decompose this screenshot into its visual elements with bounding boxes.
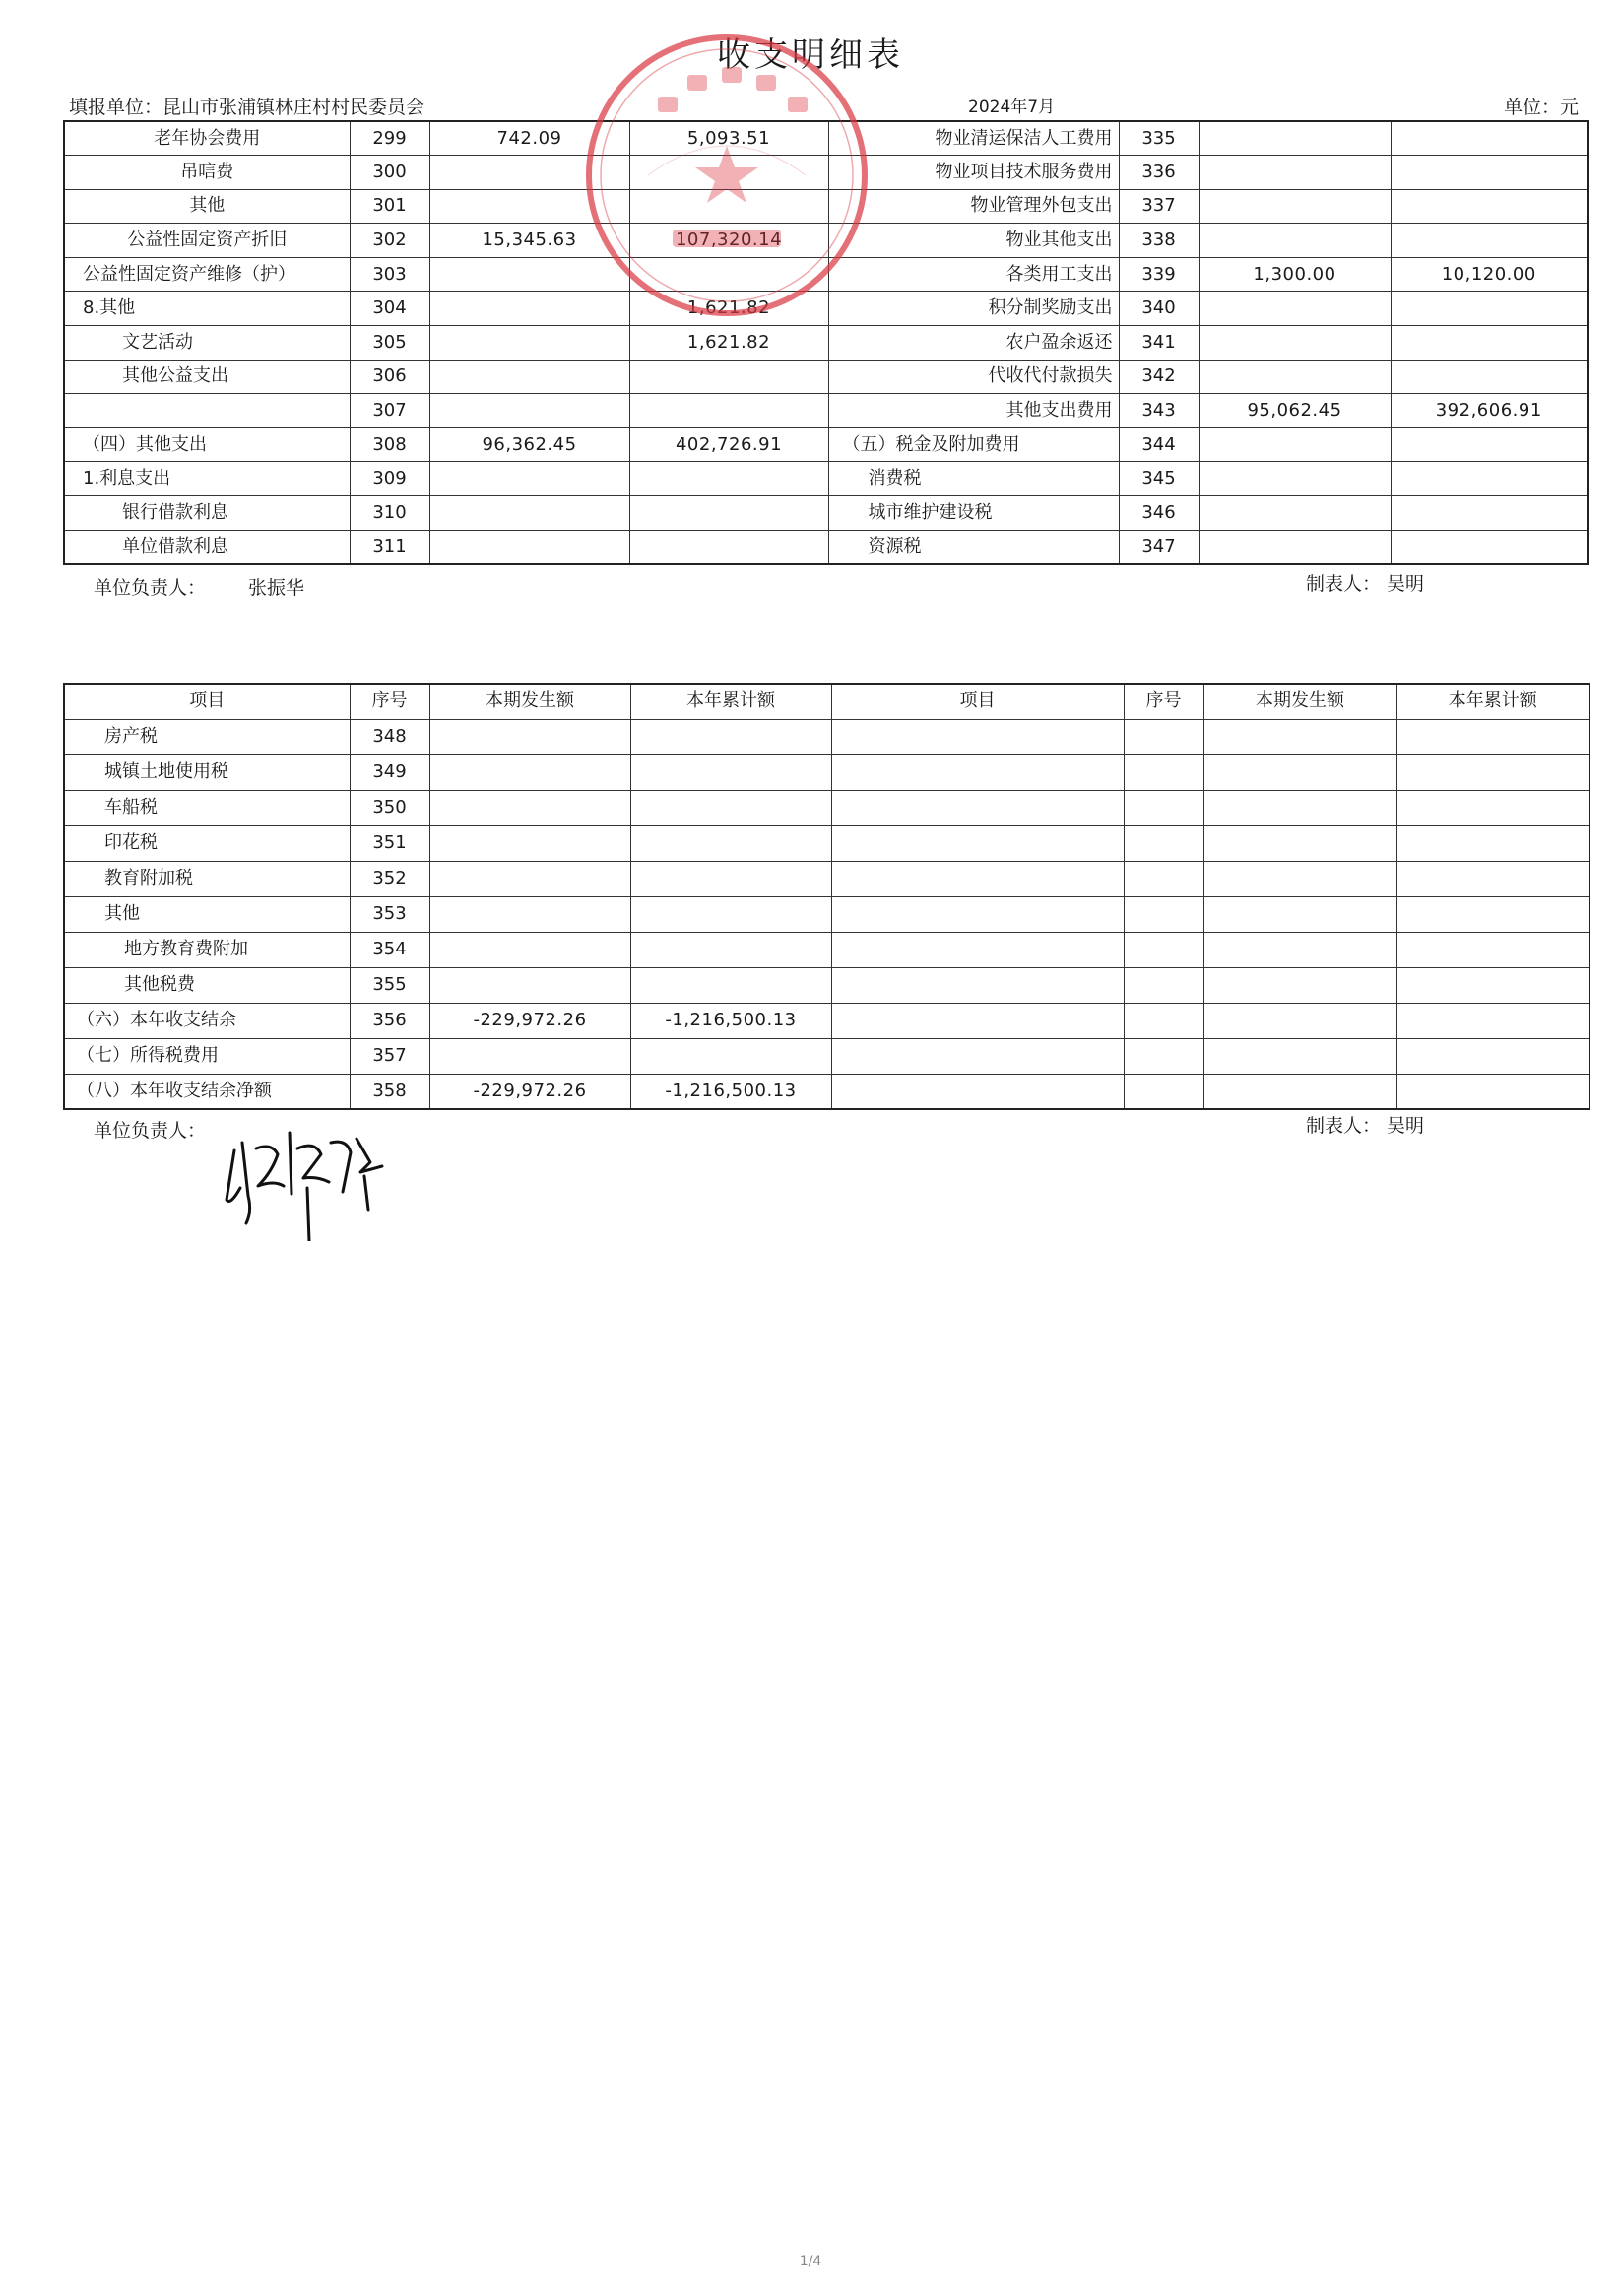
table-cell (1391, 462, 1588, 496)
table-cell (831, 967, 1124, 1003)
table-cell: 房产税 (64, 719, 350, 754)
table-cell: 350 (350, 790, 429, 825)
table-row (64, 896, 1589, 932)
table-cell (831, 754, 1124, 790)
table-cell (1203, 967, 1396, 1003)
table-cell: 742.09 (429, 121, 629, 156)
table-cell: 城市维护建设税 (828, 496, 1119, 531)
table-cell (429, 754, 630, 790)
table-cell: 8.其他 (64, 292, 350, 326)
unit-leader-name: 张振华 (248, 577, 305, 599)
table-cell: 303 (350, 257, 429, 292)
currency-unit: 单位：元 (1504, 97, 1580, 118)
table-cell (831, 861, 1124, 896)
table-cell: 305 (350, 326, 429, 361)
table-row (64, 156, 1588, 190)
table-cell: 96,362.45 (429, 427, 629, 462)
table-cell (429, 825, 630, 861)
table-cell (629, 360, 828, 394)
table-cell: 1,621.82 (629, 326, 828, 361)
table-cell (1203, 1074, 1396, 1109)
table-row (64, 861, 1589, 896)
table-cell (1396, 967, 1589, 1003)
table-cell: 308 (350, 427, 429, 462)
table-cell: 341 (1119, 326, 1199, 361)
table-cell (1124, 754, 1203, 790)
table-cell (1199, 292, 1391, 326)
table-row (64, 1038, 1589, 1074)
table-row (64, 224, 1588, 258)
table-cell: 公益性固定资产维修（护） (64, 257, 350, 292)
preparer: 制表人： 吴明 (1306, 573, 1425, 595)
col-header: 本期发生额 (1203, 684, 1396, 719)
table-cell (429, 530, 629, 564)
handwritten-signature (213, 1103, 410, 1241)
table-cell (1203, 861, 1396, 896)
table-cell (429, 189, 629, 224)
table-cell: 342 (1119, 360, 1199, 394)
table-cell: 354 (350, 932, 429, 967)
table-cell (1199, 462, 1391, 496)
table-row (64, 719, 1589, 754)
table-cell: 地方教育费附加 (64, 932, 350, 967)
table-cell (429, 496, 629, 531)
table-cell (1124, 967, 1203, 1003)
table-cell (429, 394, 629, 428)
table-row (64, 292, 1588, 326)
table-cell (1124, 790, 1203, 825)
table-cell (1203, 1038, 1396, 1074)
table-cell: 301 (350, 189, 429, 224)
table-cell (429, 861, 630, 896)
table-cell: 339 (1119, 257, 1199, 292)
table-cell (1391, 496, 1588, 531)
table-cell (1203, 754, 1396, 790)
table-row (64, 360, 1588, 394)
table-cell (1391, 156, 1588, 190)
table-cell: 车船税 (64, 790, 350, 825)
table-cell (630, 825, 831, 861)
table-cell (1124, 719, 1203, 754)
table-cell (429, 326, 629, 361)
table-cell (1391, 224, 1588, 258)
table-row (64, 427, 1588, 462)
col-header: 本年累计额 (1396, 684, 1589, 719)
table-cell: 物业清运保洁人工费用 (828, 121, 1119, 156)
table-cell: 其他 (64, 189, 350, 224)
table-cell: 代收代付款损失 (828, 360, 1119, 394)
table-cell: -229,972.26 (429, 1074, 630, 1109)
table-cell (1199, 224, 1391, 258)
table-cell: -1,216,500.13 (630, 1003, 831, 1038)
table-cell: 资源税 (828, 530, 1119, 564)
table-cell (1391, 189, 1588, 224)
table-row (64, 932, 1589, 967)
table-cell (1199, 156, 1391, 190)
table-cell (429, 462, 629, 496)
table-cell: （八）本年收支结余净额 (64, 1074, 350, 1109)
table-cell: -229,972.26 (429, 1003, 630, 1038)
table-cell (629, 394, 828, 428)
table-cell (831, 932, 1124, 967)
table-cell: 1,621.82 (629, 292, 828, 326)
table-cell: 107,320.14 (629, 224, 828, 258)
table-row (64, 121, 1588, 156)
table-cell (629, 257, 828, 292)
unit-leader-label: 单位负责人： (94, 577, 207, 599)
table-cell: -1,216,500.13 (630, 1074, 831, 1109)
table-cell: 347 (1119, 530, 1199, 564)
table-cell (1199, 496, 1391, 531)
table-cell (1396, 1074, 1589, 1109)
col-header: 序号 (1124, 684, 1203, 719)
table-row (64, 530, 1588, 564)
table-cell: （六）本年收支结余 (64, 1003, 350, 1038)
table-cell: 302 (350, 224, 429, 258)
table-cell: 教育附加税 (64, 861, 350, 896)
table-cell (1203, 1003, 1396, 1038)
table-cell (64, 394, 350, 428)
table-cell: 337 (1119, 189, 1199, 224)
table-cell (629, 530, 828, 564)
table-row (64, 790, 1589, 825)
col-header: 项目 (831, 684, 1124, 719)
table-cell (629, 462, 828, 496)
table-cell: 356 (350, 1003, 429, 1038)
table-cell (429, 932, 630, 967)
table-cell (1391, 326, 1588, 361)
table-cell: 老年协会费用 (64, 121, 350, 156)
table-cell: 306 (350, 360, 429, 394)
table-cell (1199, 189, 1391, 224)
table-cell: 304 (350, 292, 429, 326)
table-cell: 336 (1119, 156, 1199, 190)
table-cell: 吊唁费 (64, 156, 350, 190)
table-cell: 345 (1119, 462, 1199, 496)
table-cell (1391, 427, 1588, 462)
table-cell (630, 754, 831, 790)
table-cell: 351 (350, 825, 429, 861)
table-cell: 352 (350, 861, 429, 896)
table-cell (1396, 754, 1589, 790)
table-cell (1203, 825, 1396, 861)
table-cell (1124, 932, 1203, 967)
table-cell: 95,062.45 (1199, 394, 1391, 428)
table-cell (429, 967, 630, 1003)
table-row (64, 1003, 1589, 1038)
table-cell: 310 (350, 496, 429, 531)
table-cell: （五）税金及附加费用 (828, 427, 1119, 462)
table-cell: 1,300.00 (1199, 257, 1391, 292)
table-cell (429, 360, 629, 394)
table-cell (1124, 825, 1203, 861)
table-row (64, 257, 1588, 292)
table-cell: 农户盈余返还 (828, 326, 1119, 361)
col-header: 序号 (350, 684, 429, 719)
table-row (64, 825, 1589, 861)
table-cell: （七）所得税费用 (64, 1038, 350, 1074)
table-cell (1203, 932, 1396, 967)
table-cell (1203, 719, 1396, 754)
table-cell (629, 496, 828, 531)
table-cell: 印花税 (64, 825, 350, 861)
table-cell (1199, 427, 1391, 462)
table-cell: 299 (350, 121, 429, 156)
preparer: 制表人： 吴明 (1306, 1115, 1425, 1137)
table-cell (1203, 896, 1396, 932)
table-cell: 309 (350, 462, 429, 496)
table-cell (1124, 1074, 1203, 1109)
table-cell (1199, 530, 1391, 564)
table-cell (630, 1038, 831, 1074)
table-cell: 单位借款利息 (64, 530, 350, 564)
table-cell (1396, 896, 1589, 932)
table-cell (831, 719, 1124, 754)
table-cell (630, 719, 831, 754)
table-cell (831, 790, 1124, 825)
table-cell: 335 (1119, 121, 1199, 156)
table-cell: 343 (1119, 394, 1199, 428)
table-cell (1391, 360, 1588, 394)
table-cell: 物业管理外包支出 (828, 189, 1119, 224)
table-cell (429, 896, 630, 932)
table-cell: 其他税费 (64, 967, 350, 1003)
table-cell: 5,093.51 (629, 121, 828, 156)
table-cell (429, 790, 630, 825)
table-cell: 344 (1119, 427, 1199, 462)
table-cell: 1.利息支出 (64, 462, 350, 496)
table-cell: 392,606.91 (1391, 394, 1588, 428)
table-cell: 其他支出费用 (828, 394, 1119, 428)
table-cell (1391, 121, 1588, 156)
table-cell: 402,726.91 (629, 427, 828, 462)
table-cell: 物业项目技术服务费用 (828, 156, 1119, 190)
table-cell: 物业其他支出 (828, 224, 1119, 258)
page-number: 1/4 (799, 2254, 822, 2269)
table-row (64, 189, 1588, 224)
table-cell (831, 1074, 1124, 1109)
table-cell (1124, 1003, 1203, 1038)
table-cell: 300 (350, 156, 429, 190)
table-cell (1396, 932, 1589, 967)
table-cell (429, 156, 629, 190)
table-cell (429, 1038, 630, 1074)
table-cell: 文艺活动 (64, 326, 350, 361)
table-cell: （四）其他支出 (64, 427, 350, 462)
table-cell: 15,345.63 (429, 224, 629, 258)
table-cell: 355 (350, 967, 429, 1003)
col-header: 本年累计额 (630, 684, 831, 719)
table-cell (1396, 861, 1589, 896)
table-cell (1124, 1038, 1203, 1074)
table-cell (630, 790, 831, 825)
table-cell: 338 (1119, 224, 1199, 258)
report-period: 2024年7月 (968, 98, 1056, 117)
table-cell (630, 896, 831, 932)
table-cell (831, 825, 1124, 861)
reporting-unit: 填报单位：昆山市张浦镇林庄村村民委员会 (69, 97, 425, 118)
table-row (64, 462, 1588, 496)
table-cell (1124, 861, 1203, 896)
table-row (64, 394, 1588, 428)
col-header: 本期发生额 (429, 684, 630, 719)
table-cell: 358 (350, 1074, 429, 1109)
table-header-row (64, 684, 1589, 719)
table-cell (629, 156, 828, 190)
table-cell: 340 (1119, 292, 1199, 326)
table-cell (630, 932, 831, 967)
table-cell (1391, 530, 1588, 564)
table-cell: 353 (350, 896, 429, 932)
table-cell: 其他公益支出 (64, 360, 350, 394)
table-cell (1396, 1003, 1589, 1038)
table-cell: 城镇土地使用税 (64, 754, 350, 790)
table-cell: 346 (1119, 496, 1199, 531)
table-cell: 349 (350, 754, 429, 790)
table-cell (831, 1003, 1124, 1038)
table-cell (1199, 121, 1391, 156)
table-cell (629, 189, 828, 224)
table-row (64, 496, 1588, 531)
table-row (64, 754, 1589, 790)
table-cell (1124, 896, 1203, 932)
table-cell (429, 292, 629, 326)
table-cell (429, 257, 629, 292)
col-header: 项目 (64, 684, 350, 719)
detail-table-upper (63, 120, 1589, 565)
table-cell: 311 (350, 530, 429, 564)
table-cell (1199, 326, 1391, 361)
table-cell: 公益性固定资产折旧 (64, 224, 350, 258)
table-cell (1199, 360, 1391, 394)
unit-leader-label: 单位负责人： (94, 1120, 207, 1142)
detail-table-lower (63, 683, 1590, 1110)
document-title: 收支明细表 (717, 35, 904, 75)
table-cell: 各类用工支出 (828, 257, 1119, 292)
table-cell: 银行借款利息 (64, 496, 350, 531)
table-cell (429, 719, 630, 754)
table-cell (1391, 292, 1588, 326)
table-cell (1396, 1038, 1589, 1074)
table-cell: 357 (350, 1038, 429, 1074)
table-row (64, 967, 1589, 1003)
table-cell: 积分制奖励支出 (828, 292, 1119, 326)
table-cell: 其他 (64, 896, 350, 932)
table-cell (630, 967, 831, 1003)
table-cell (1203, 790, 1396, 825)
table-cell: 348 (350, 719, 429, 754)
table-cell (1396, 719, 1589, 754)
table-cell: 10,120.00 (1391, 257, 1588, 292)
table-row (64, 326, 1588, 361)
table-cell: 307 (350, 394, 429, 428)
table-cell (831, 1038, 1124, 1074)
table-cell (1396, 790, 1589, 825)
table-cell: 消费税 (828, 462, 1119, 496)
table-cell (831, 896, 1124, 932)
table-cell (630, 861, 831, 896)
table-cell (1396, 825, 1589, 861)
